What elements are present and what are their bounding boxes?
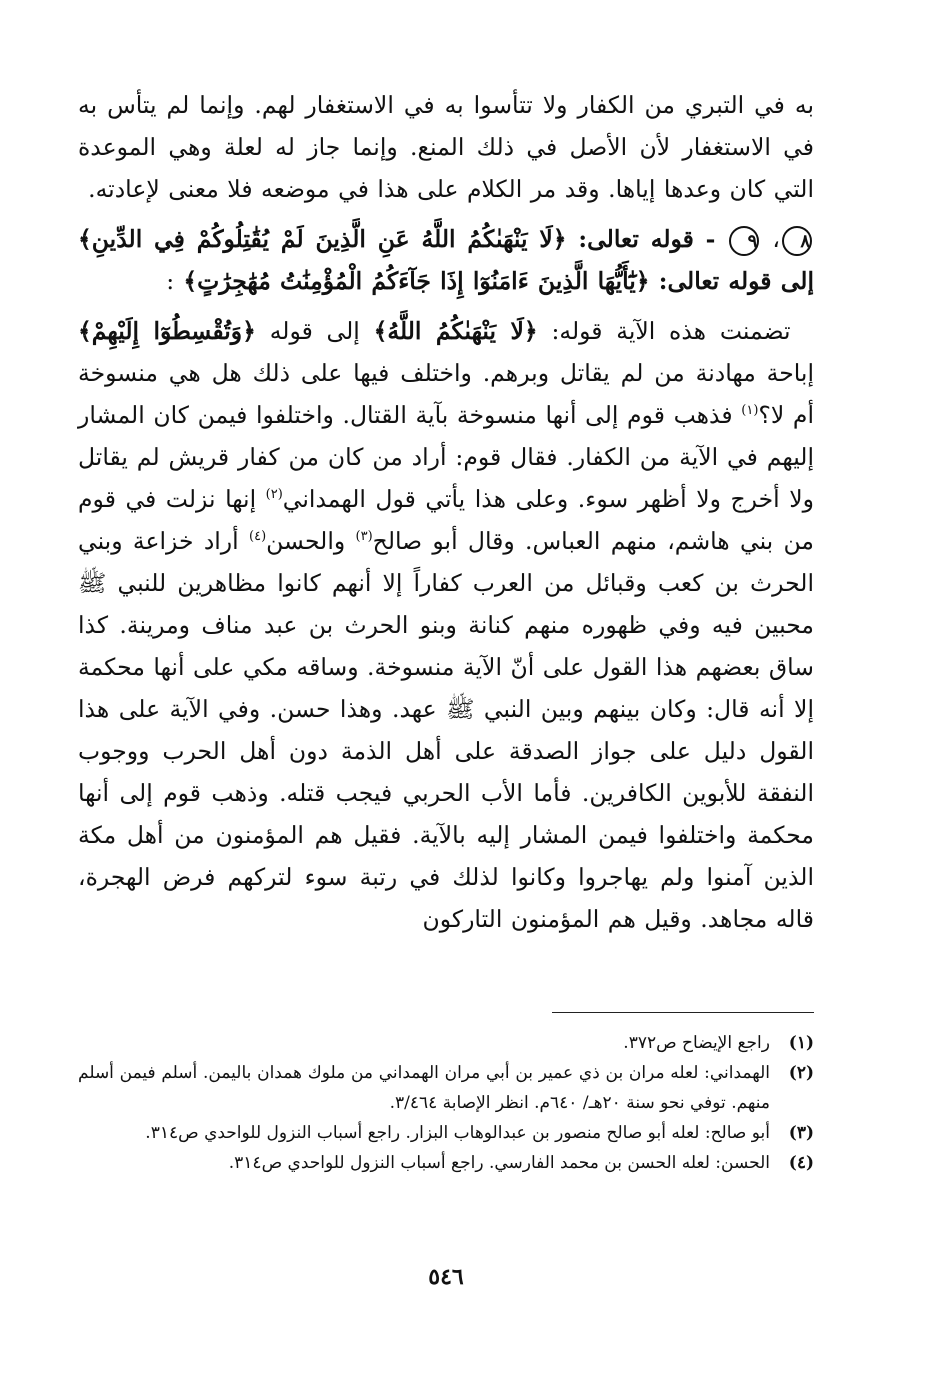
paragraph-2-between: إلى قوله <box>269 317 360 345</box>
section-number-a: ٨ <box>782 226 812 256</box>
footnote <box>78 1148 814 1178</box>
footnote-text: أبو صالح: لعله أبو صالح منصور بن عبدالوهاب البزار. راجع أسباب النزول للواحدي ص٣١٤. <box>145 1123 770 1143</box>
page-number: ٥٤٦ <box>428 1264 464 1290</box>
footnote-number: (٣) <box>788 1123 814 1143</box>
paragraph-2-text-3: إنها نزلت في قوم من بني هاشم، منهم العباس. وقال أبو صالح <box>78 485 814 555</box>
footnote-text: الحسن: لعله الحسن بن محمد الفارسي. راجع أسباب النزول للواحدي ص٣١٤. <box>228 1153 770 1173</box>
footnote-divider <box>552 1012 814 1013</box>
footnote-text: الهمداني: لعله مران بن ذي عمير بن أبي مران الهمداني من ملوك همدان باليمن. أسلم فيمن أسلم منهم. توفي نحو سنة ٢٠هـ/ ٦٤٠م. انظر الإصابة ٣/٤٦٤. <box>78 1063 770 1113</box>
section-number-b: ٩ <box>729 226 759 256</box>
footnote-ref-2[interactable]: (٢) <box>265 487 283 503</box>
footnote <box>78 1118 814 1148</box>
footnote <box>78 1058 814 1118</box>
verse-quote-2: ﴿يَٰٓأَيُّهَا الَّذِينَ ءَامَنُوٓا إِذَا جَآءَكُمُ الْمُؤْمِنَٰتُ مُهَٰجِرَٰتٍ﴾ <box>183 267 650 295</box>
footnote-number: (١) <box>788 1033 814 1053</box>
footnote-ref-3[interactable]: (٣) <box>355 529 373 545</box>
paragraph-2-intro: تضمنت هذه الآية قوله: <box>551 317 791 345</box>
footnote-ref-1[interactable]: (١) <box>741 403 759 419</box>
paragraph-2 <box>78 310 814 940</box>
main-text <box>78 84 814 940</box>
footnote-ref-4[interactable]: (٤) <box>249 529 267 545</box>
verse-heading-middle: إلى قوله تعالى: <box>658 267 814 295</box>
verse-quote-1: ﴿لَا يَنْهَىٰكُمُ اللَّهُ عَنِ الَّذِينَ لَمْ يُقَٰتِلُوكُمْ فِي الدِّينِ﴾ <box>78 225 567 253</box>
footnote <box>78 1028 814 1058</box>
paragraph-1: به في التبري من الكفار ولا تتأسوا به في الاستغفار لهم. وإنما لم يتأس به في الاستغفار لأن الأصل في ذلك المنع. وإنما جاز له لعلة وهي الموعدة التي كان وعدها إياها. وقد مر الكلام على هذا في موضعه فلا معنى لإعادته. <box>78 91 814 203</box>
verse-heading: ٨، ٩ - قوله تعالى: ﴿لَا يَنْهَىٰكُمُ اللَّهُ عَنِ الَّذِينَ لَمْ يُقَٰتِلُوكُمْ فِي الدِّينِ﴾ إلى قوله تعالى: ﴿يَٰٓأَيُّهَا الَّذِينَ ءَامَنُوٓا إِذَا جَآءَكُمُ الْمُؤْمِنَٰتُ مُهَٰجِرَٰتٍ﴾ : <box>78 225 814 295</box>
footnotes <box>78 1028 814 1178</box>
verse-heading-prefix: - قوله تعالى: <box>578 225 716 253</box>
verse-quote-4: ﴿وَتُقْسِطُوٓا إِلَيْهِمْ﴾ <box>78 317 256 345</box>
footnote-number: (٤) <box>788 1153 814 1173</box>
footnote-number: (٢) <box>788 1063 814 1083</box>
book-page <box>78 84 814 1290</box>
verse-quote-3: ﴿لَا يَنْهَىٰكُمُ اللَّهُ﴾ <box>373 317 538 345</box>
footnote-text: راجع الإيضاح ص٣٧٢. <box>623 1033 770 1053</box>
paragraph-2-text-4: والحسن <box>266 527 346 555</box>
verse-heading-suffix: : <box>166 267 175 295</box>
paragraph-2-text-2: فذهب قوم إلى أنها منسوخة بآية القتال. واختلفوا فيمن كان المشار إليهم في الآية من الكفار. فقال قوم: أراد من كان من كفار قريش لم يقاتل ولا أخرج ولا أظهر سوء. وعلى هذا يأتي قول الهمداني <box>78 401 814 513</box>
paragraph-2-text-1: إباحة مهادنة من لم يقاتل وبرهم. واختلف فيها على ذلك هل هي منسوخة أم لا؟ <box>78 359 814 429</box>
paragraph-2-text-5: أراد خزاعة وبني الحرث بن كعب وقبائل من العرب كفاراً إلا أنهم كانوا مظاهرين للنبي ﷺ محبين فيه وفي ظهوره منهم كنانة وبنو الحرث بن عبد مناف ومرينة. كذا ساق بعضهم هذا القول على أنّ الآية منسوخة. وساقه مكي على أنها محكمة إلا أنه قال: وكان بينهم وبين النبي ﷺ عهد. وهذا حسن. وفي الآية على هذا القول دليل على جواز الصدقة على أهل الذمة دون أهل الحرب ووجوب النفقة للأبوين الكافرين. فأما الأب الحربي فيجب قتله. وذهب قوم إلى أنها محكمة واختلفوا فيمن المشار إليه بالآية. فقيل هم المؤمنون من أهل مكة الذين آمنوا ولم يهاجروا وكانوا لذلك في رتبة سوء لتركهم فرض الهجرة، قاله مجاهد. وقيل هم المؤمنون التاركون <box>78 527 814 933</box>
